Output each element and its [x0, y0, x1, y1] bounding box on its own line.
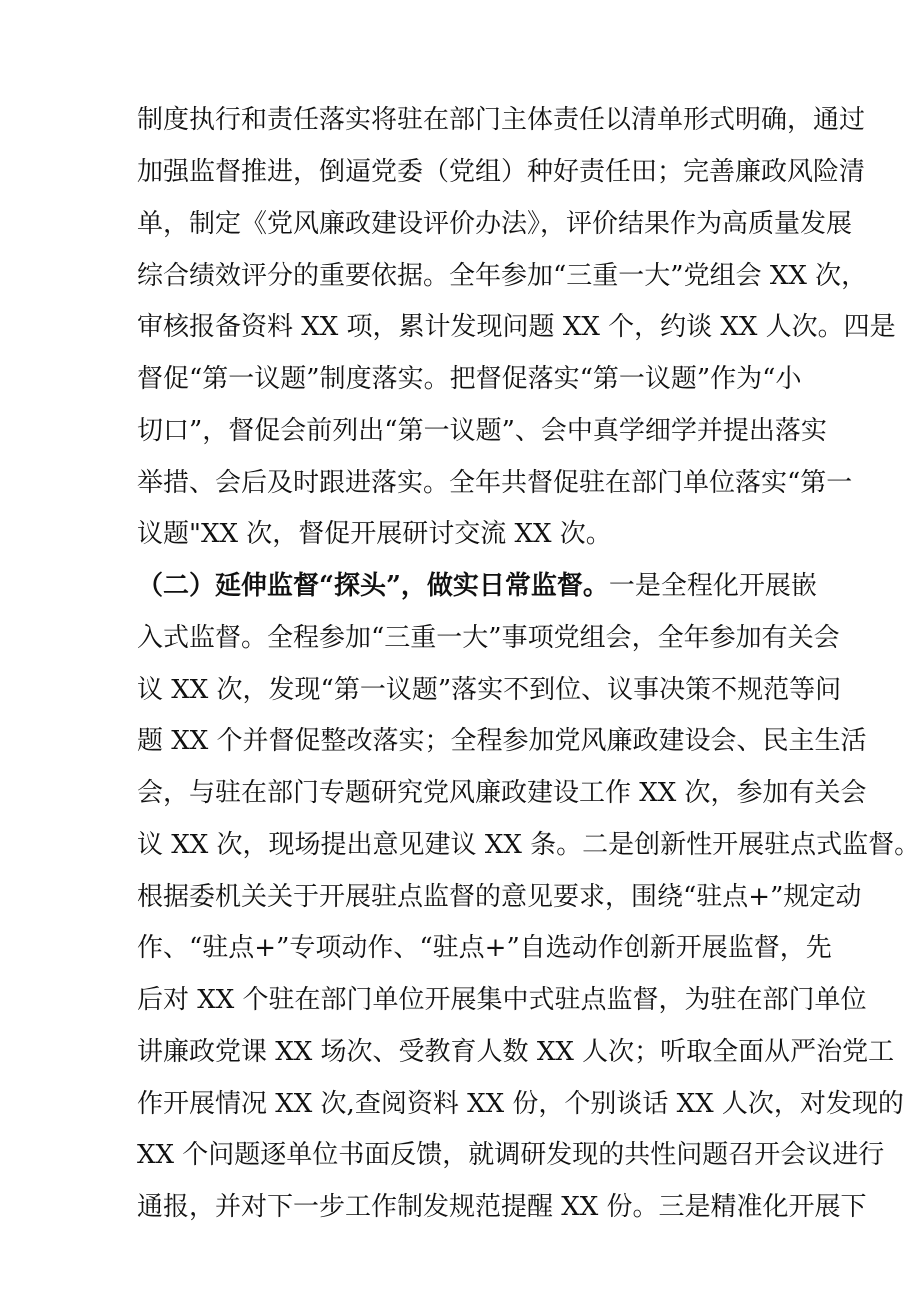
text-line: 入式监督。全程参加“三重一大”事项党组会，全年参加有关会 — [137, 623, 840, 653]
text-line: 后对 XX 个驻在部门单位开展集中式驻点监督，为驻在部门单位 — [137, 985, 867, 1015]
text-line: 讲廉政党课 XX 场次、受教育人数 XX 人次；听取全面从严治党工 — [137, 1037, 895, 1067]
text-line: 单，制定《党风廉政建设评价办法》，评价结果作为高质量发展 — [137, 209, 853, 239]
text-line: XX 个问题逐单位书面反馈，就调研发现的共性问题召开会议进行 — [137, 1140, 885, 1170]
text-line: 作开展情况 XX 次,查阅资料 XX 份，个别谈话 XX 人次，对发现的 — [137, 1089, 904, 1119]
text-line: 审核报备资料 XX 项，累计发现问题 XX 个，约谈 XX 人次。四是 — [137, 312, 896, 342]
text-line: 议 XX 次，现场提出意见建议 XX 条。二是创新性开展驻点式监督。 — [137, 830, 920, 860]
heading-continuation: 一是全程化开展嵌 — [608, 571, 817, 601]
text-line: 加强监督推进，倒逼党委（党组）种好责任田；完善廉政风险清 — [137, 157, 866, 187]
text-line: 根据委机关关于开展驻点监督的意见要求，围绕“驻点+”规定动 — [137, 882, 862, 912]
text-line: 题 XX 个并督促整改落实；全程参加党风廉政建设会、民主生活 — [137, 726, 867, 756]
text-line: 制度执行和责任落实将驻在部门主体责任以清单形式明确，通过 — [137, 105, 866, 135]
section-heading: （二）延伸监督“探头”，做实日常监督。 — [137, 571, 609, 601]
text-line: 议 XX 次，发现“第一议题”落实不到位、议事决策不规范等问 — [137, 675, 842, 705]
text-line: 切口”，督促会前列出“第一议题”、会中真学细学并提出落实 — [137, 416, 827, 446]
paragraph-first-line — [137, 570, 817, 602]
text-line: 议题"XX 次，督促开展研讨交流 XX 次。 — [137, 519, 612, 549]
text-line: 会，与驻在部门专题研究党风廉政建设工作 XX 次，参加有关会 — [137, 778, 867, 808]
text-line: 综合绩效评分的重要依据。全年参加“三重一大”党组会 XX 次， — [137, 261, 868, 291]
text-line: 作、“驻点+”专项动作、“驻点+”自选动作创新开展监督，先 — [137, 933, 832, 963]
text-line: 督促“第一议题”制度落实。把督促落实“第一议题”作为“小 — [137, 364, 802, 394]
text-line: 通报，并对下一步工作制发规范提醒 XX 份。三是精准化开展下 — [137, 1192, 867, 1222]
text-line: 举措、会后及时跟进落实。全年共督促驻在部门单位落实“第一 — [137, 468, 853, 498]
